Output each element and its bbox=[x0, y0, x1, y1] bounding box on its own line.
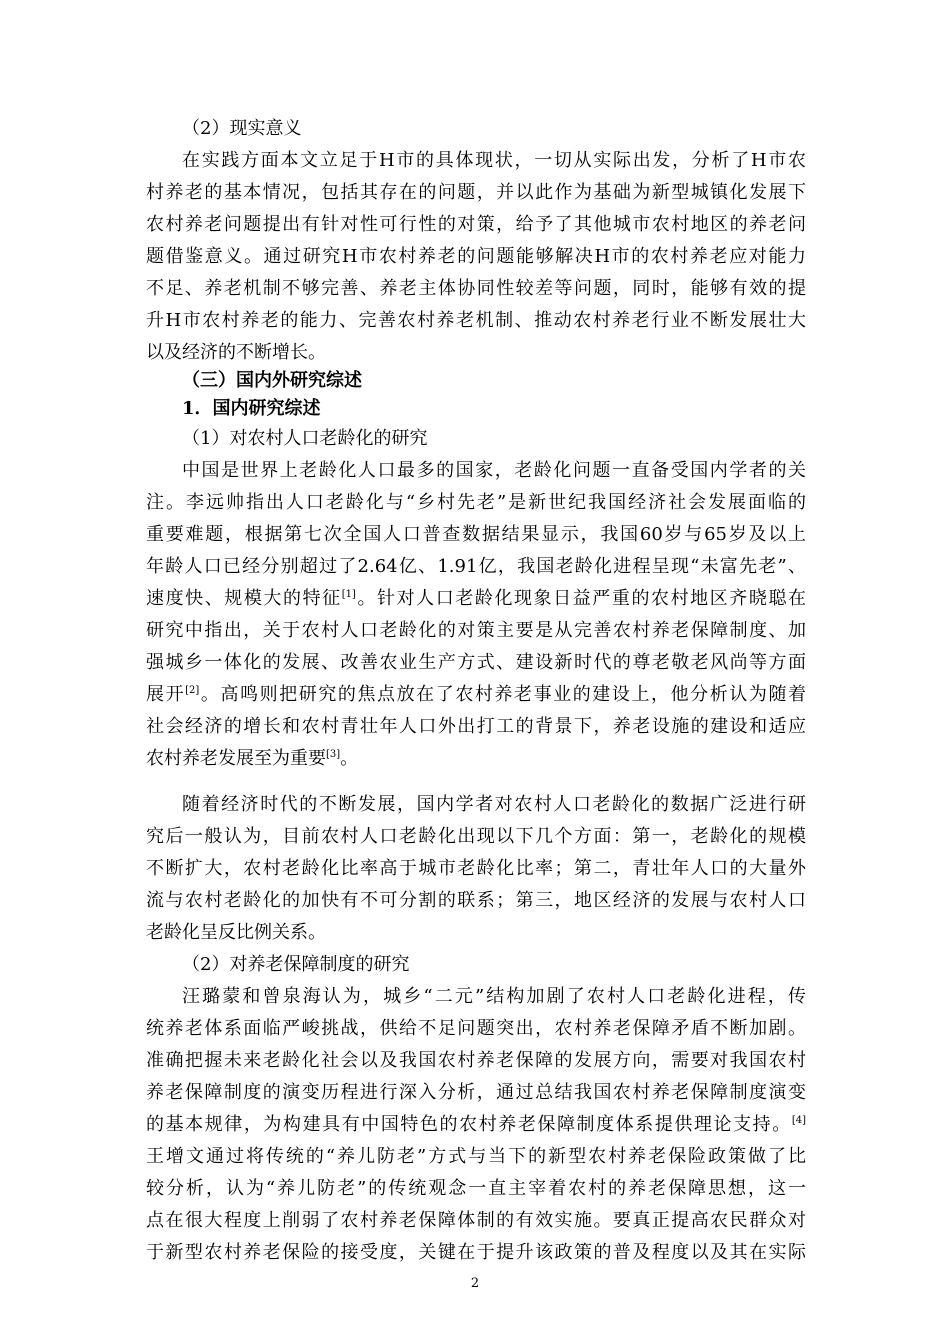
text: 养老保障制度的演变历程进行深入分析，通过总结我国农村养老保障制度演变 bbox=[146, 1082, 806, 1103]
paragraph-line bbox=[182, 146, 806, 176]
text: 强城乡一体化的发展、改善农业生产方式、建设新时代的尊老敬老风尚等方面 bbox=[146, 652, 806, 673]
text: 中国是世界上老龄化人口最多的国家，老龄化问题一直备受国内学者的关 bbox=[182, 460, 806, 481]
subsection-heading-domestic-review bbox=[182, 394, 806, 424]
text: 农村养老问题提出有针对性可行性的对策，给予了其他城市农村地区的养老问 bbox=[146, 214, 806, 235]
text: 重要难题，根据第七次全国人口普查数据结果显示，我国60岁与65岁及以上 bbox=[146, 524, 806, 545]
paragraph-line bbox=[146, 552, 806, 582]
text: 究后一般认为，目前农村人口老龄化出现以下几个方面：第一，老龄化的规模 bbox=[146, 826, 806, 847]
paragraph-line bbox=[146, 242, 806, 272]
text: 1．国内研究综述 bbox=[182, 398, 321, 419]
paragraph-line bbox=[146, 210, 806, 240]
paragraph-line bbox=[182, 790, 806, 820]
text: 的基本规律，为构建具有中国特色的农村养老保障制度体系提供理论支持。 bbox=[146, 1114, 792, 1135]
text: 。针对人口老龄化现象日益严重的农村地区齐晓聪在 bbox=[355, 588, 807, 609]
subheading-rural-aging bbox=[182, 424, 806, 454]
paragraph-line bbox=[146, 274, 806, 304]
citation-1: [1] bbox=[341, 589, 356, 600]
citation-3: [3] bbox=[326, 749, 341, 760]
text: 展开 bbox=[146, 684, 186, 705]
text: （1）对农村人口老龄化的研究 bbox=[182, 428, 428, 449]
paragraph-line bbox=[146, 178, 806, 208]
text: 老龄化呈反比例关系。 bbox=[146, 922, 326, 943]
paragraph-line bbox=[146, 520, 806, 550]
text: 村养老的基本情况，包括其存在的问题，并以此作为基础为新型城镇化发展下 bbox=[146, 182, 806, 203]
text: 点在很大程度上削弱了农村养老保障体制的有效实施。要真正提高农民群众对 bbox=[146, 1210, 806, 1231]
paragraph-line bbox=[146, 918, 806, 948]
paragraph-line bbox=[146, 1110, 806, 1140]
text: 升H市农村养老的能力、完善农村养老机制、推动农村养老行业不断发展壮大 bbox=[146, 310, 806, 331]
paragraph-line bbox=[146, 680, 806, 710]
citation-4: [4] bbox=[791, 1115, 806, 1126]
paragraph-line bbox=[146, 744, 806, 774]
text: 于新型农村养老保险的接受度，关键在于提升该政策的普及程度以及其在实际 bbox=[146, 1242, 806, 1263]
paragraph-line bbox=[146, 1174, 806, 1204]
text: 流与农村老龄化的加快有不可分割的联系；第三，地区经济的发展与农村人口 bbox=[146, 890, 806, 911]
paragraph-line bbox=[146, 1142, 806, 1172]
text: 题借鉴意义。通过研究H市农村养老的问题能够解决H市的农村养老应对能力 bbox=[146, 246, 806, 267]
text: 在实践方面本文立足于H市的具体现状，一切从实际出发，分析了H市农 bbox=[182, 150, 806, 171]
paragraph-line bbox=[146, 1238, 806, 1268]
text: 以及经济的不断增长。 bbox=[146, 342, 326, 363]
paragraph-line bbox=[146, 616, 806, 646]
text: 统养老体系面临严峻挑战，供给不足问题突出，农村养老保障矛盾不断加剧。 bbox=[146, 1018, 806, 1039]
text: 年龄人口已经分别超过了2.64亿、1.91亿，我国老龄化进程呈现“未富先老”、 bbox=[146, 556, 806, 577]
subheading-practical-significance bbox=[182, 114, 806, 144]
paragraph-line bbox=[146, 886, 806, 916]
text: 速度快、规模大的特征 bbox=[146, 588, 342, 609]
text: 注。李远帅指出人口老龄化与“乡村先老”是新世纪我国经济社会发展面临的 bbox=[146, 492, 806, 513]
text: 不足、养老机制不够完善、养老主体协同性较差等问题，同时，能够有效的提 bbox=[146, 278, 806, 299]
paragraph-line bbox=[146, 822, 806, 852]
text: 较分析，认为“养儿防老”的传统观念一直主宰着农村的养老保障思想，这一 bbox=[146, 1178, 806, 1199]
paragraph-line bbox=[146, 648, 806, 678]
text: 随着经济时代的不断发展，国内学者对农村人口老龄化的数据广泛进行研 bbox=[182, 794, 806, 815]
text: （2）对养老保障制度的研究 bbox=[182, 954, 410, 975]
paragraph-line bbox=[146, 854, 806, 884]
paragraph-line bbox=[146, 1014, 806, 1044]
page-number: 2 bbox=[470, 1276, 480, 1291]
paragraph-line bbox=[146, 712, 806, 742]
text: 研究中指出，关于农村人口老龄化的对策主要是从完善农村养老保障制度、加 bbox=[146, 620, 806, 641]
paragraph-line bbox=[182, 982, 806, 1012]
text: 王增文通过将传统的“养儿防老”方式与当下的新型农村养老保险政策做了比 bbox=[146, 1146, 806, 1167]
paragraph-line bbox=[146, 584, 806, 614]
paragraph-line bbox=[146, 1046, 806, 1076]
citation-2: [2] bbox=[185, 685, 200, 696]
text: 汪璐蒙和曾泉海认为，城乡“二元”结构加剧了农村人口老龄化进程，传 bbox=[182, 986, 806, 1007]
text: 社会经济的增长和农村青壮年人口外出打工的背景下，养老设施的建设和适应 bbox=[146, 716, 806, 737]
paragraph-line bbox=[146, 1078, 806, 1108]
text: 。 bbox=[340, 748, 359, 769]
text: 农村养老发展至为重要 bbox=[146, 748, 326, 769]
paragraph-line bbox=[146, 306, 806, 336]
section-heading-literature-review bbox=[182, 366, 806, 396]
paragraph-line bbox=[146, 1206, 806, 1236]
text: 不断扩大，农村老龄化比率高于城市老龄化比率；第二，青壮年人口的大量外 bbox=[146, 858, 806, 879]
text: 。高鸣则把研究的焦点放在了农村养老事业的建设上，他分析认为随着 bbox=[199, 684, 807, 705]
paragraph-line bbox=[146, 488, 806, 518]
text: 准确把握未来老龄化社会以及我国农村养老保障的发展方向，需要对我国农村 bbox=[146, 1050, 806, 1071]
subheading-pension-system bbox=[182, 950, 806, 980]
text: （2）现实意义 bbox=[182, 118, 302, 139]
paragraph-line bbox=[146, 338, 806, 368]
text: （三）国内外研究综述 bbox=[182, 370, 362, 391]
paragraph-line bbox=[182, 456, 806, 486]
